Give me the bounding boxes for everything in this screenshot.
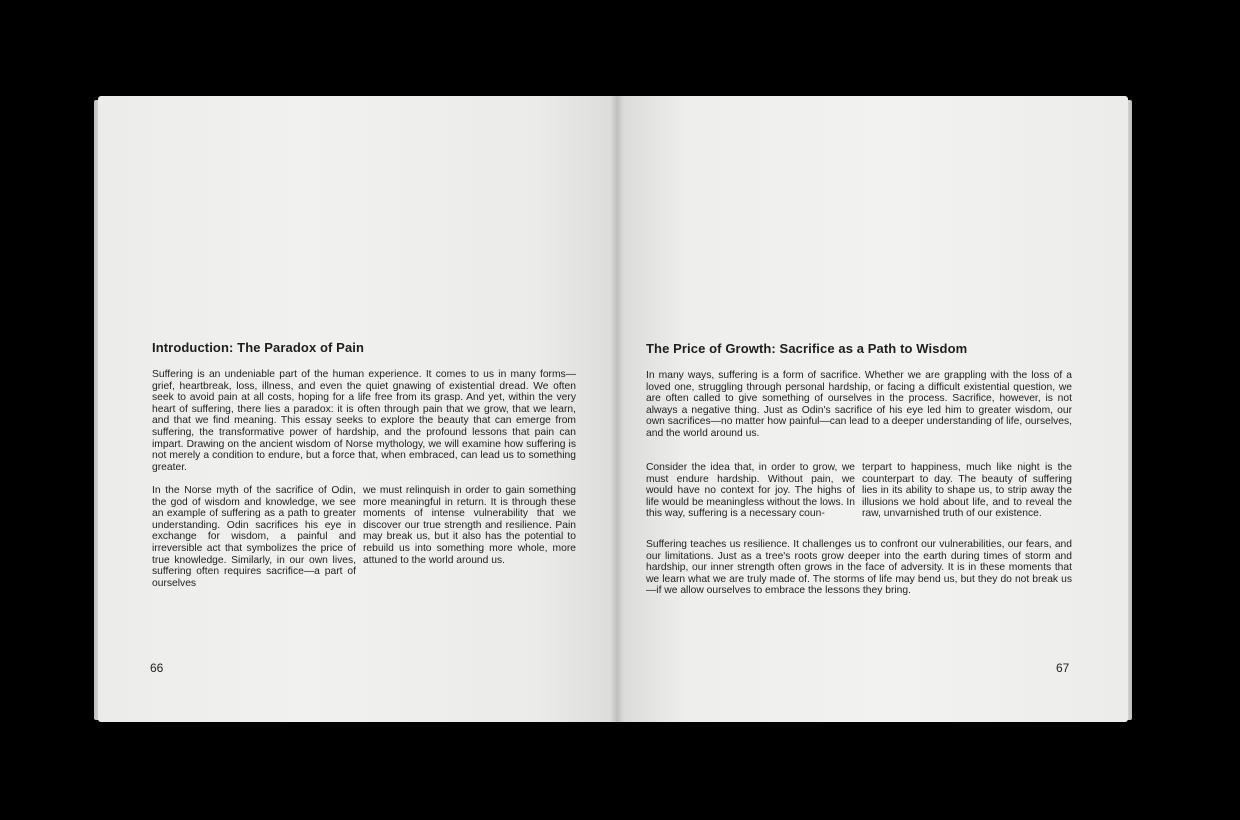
open-book bbox=[98, 96, 1128, 722]
left-page-number: 66 bbox=[150, 661, 164, 675]
right-page bbox=[616, 96, 1128, 722]
left-page-column-2: we must relinquish in order to gain something more meaningful in return. It is through these moments of intense vulnerability that we discover our true strength and resilience. Pain may break us, but it also has the potential to rebuild us into something more whole, more attuned to the world around us. bbox=[363, 485, 576, 566]
right-page-heading: The Price of Growth: Sacrifice as a Path to Wisdom bbox=[646, 341, 968, 356]
left-page bbox=[98, 96, 616, 722]
right-page-closing-paragraph: Suffering teaches us resilience. It challenges us to confront our vulnerabilities, our fears, and our limitations. Just as a tree's roots grow deeper into the earth during times of storm and hardship, our inner strength often grows in the face of adversity. It is in these moments that we learn what we are truly made of. The storms of life may bend us, but they do not break us—if we allow ourselves to embrace the lessons they bring. bbox=[646, 539, 1072, 597]
left-page-column-1: In the Norse myth of the sacrifice of Odin, the god of wisdom and knowledge, we see an example of suffering as a path to greater understanding. Odin sacrifices his eye in exchange for wisdom, a painful and irreversible act that symbolizes the price of true knowledge. Similarly, in our own lives, suffering often requires sacrifice—a part of ourselves bbox=[152, 485, 356, 589]
right-page-column-2: terpart to happiness, much like night is the counterpart to day. The beauty of suffering lies in its ability to shape us, to strip away the illusions we hold about life, and to reveal the raw, unvarnished truth of our existence. bbox=[862, 462, 1072, 520]
right-page-intro-paragraph: In many ways, suffering is a form of sacrifice. Whether we are grappling with the loss of a loved one, struggling through personal hardship, or facing a difficult existential question, we are often called to give something of ourselves in the process. Sacrifice, however, is not always a negative thing. Just as Odin's sacrifice of his eye led him to greater wisdom, our own sacrifices—no matter how painful—can lead to a deeper understanding of life, ourselves, and the world around us. bbox=[646, 370, 1072, 439]
left-page-intro-paragraph: Suffering is an undeniable part of the human experience. It comes to us in many forms—grief, heartbreak, loss, illness, and even the quiet gnawing of existential dread. We often seek to avoid pain at all costs, hoping for a life free from its grasp. And yet, within the very heart of suffering, there lies a paradox: it is often through pain that we grow, that we learn, and that we find meaning. This essay seeks to explore the beauty that can emerge from suffering, the transformative power of hardship, and the profound lessons that pain can impart. Drawing on the ancient wisdom of Norse mythology, we will examine how suffering is not merely a condition to endure, but a force that, when embraced, can lead us to something greater. bbox=[152, 369, 576, 473]
left-page-heading: Introduction: The Paradox of Pain bbox=[152, 340, 365, 355]
right-page-number: 67 bbox=[1056, 661, 1070, 675]
right-page-column-1: Consider the idea that, in order to grow, we must endure hardship. Without pain, we would have no context for joy. The highs of life would be meaningless without the lows. In this way, suffering is a necessary coun- bbox=[646, 462, 855, 520]
book-spine-gutter bbox=[610, 96, 624, 722]
